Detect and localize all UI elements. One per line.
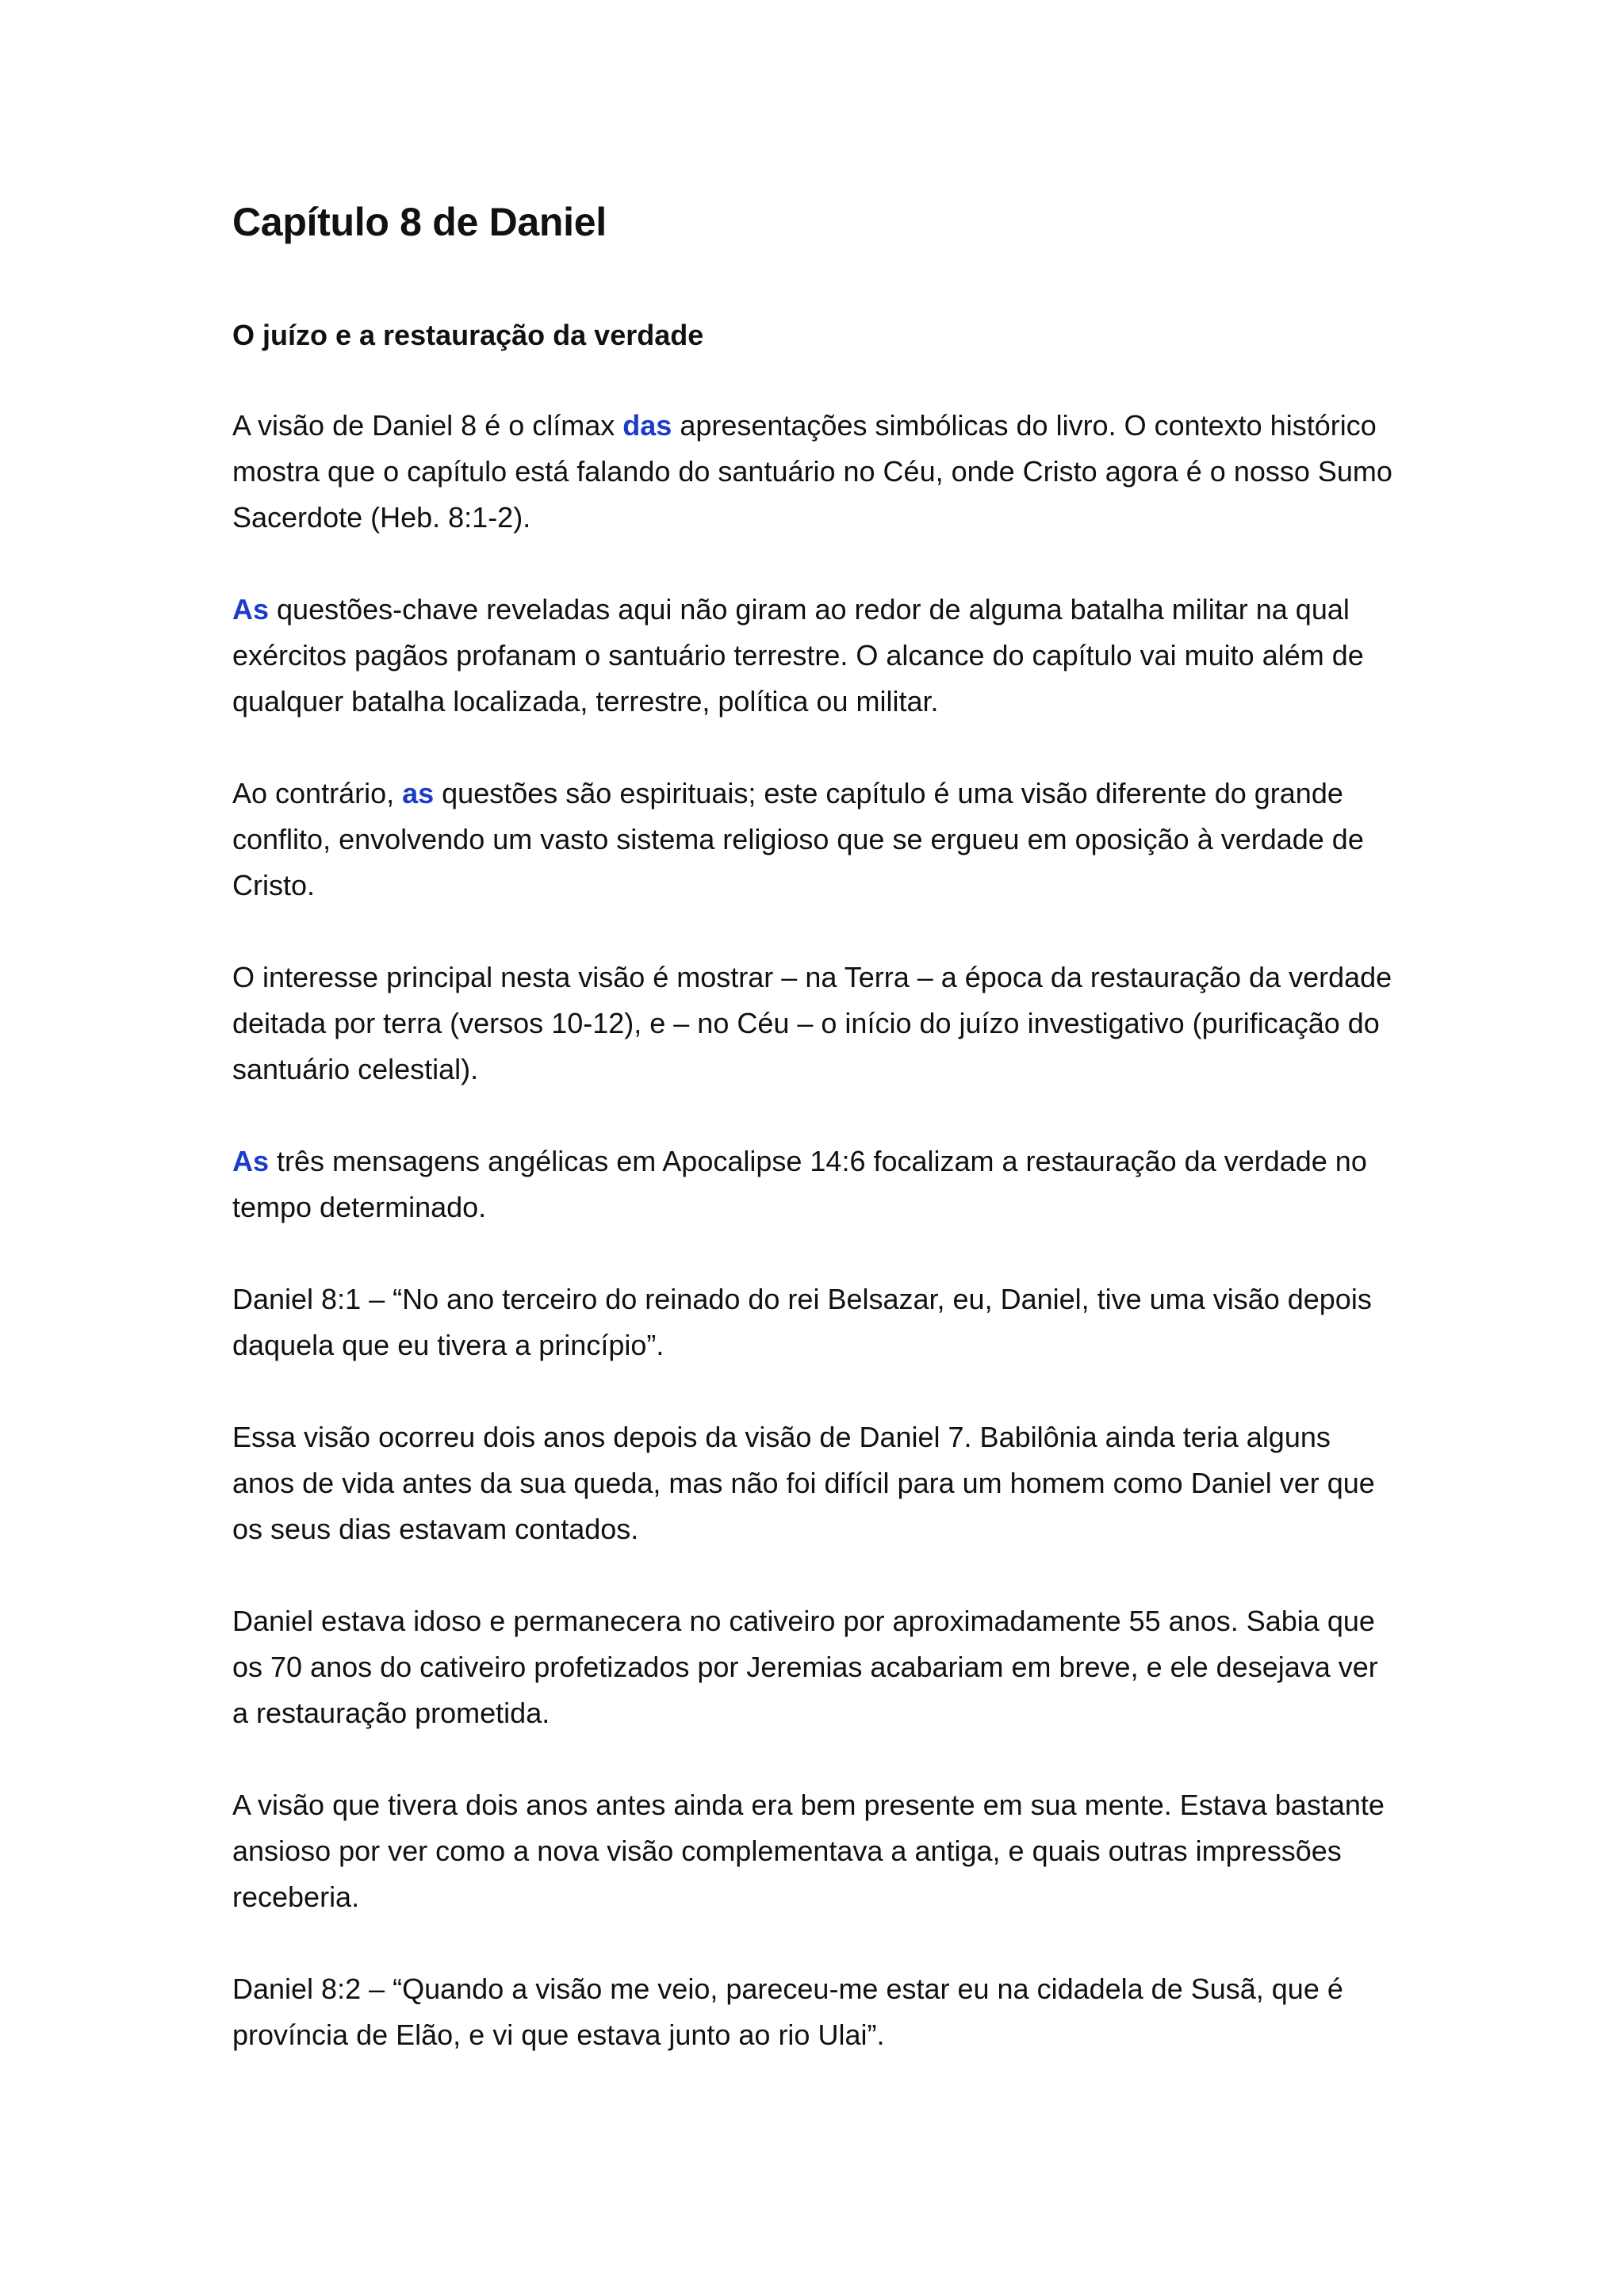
paragraph-text: Daniel 8:1 – “No ano terceiro do reinado do rei Belsazar, eu, Daniel, tive uma visão depois daquela que eu tivera a princípio”. <box>232 1283 1372 1361</box>
paragraph-text: questões-chave reveladas aqui não giram ao redor de alguma batalha militar na qual exércitos pagãos profanam o santuário terrestre. O alcance do capítulo vai muito além de qualquer batalha localizada, terrestre, política ou militar. <box>232 593 1364 718</box>
paragraph <box>232 1598 1398 1736</box>
paragraph <box>232 1966 1398 2058</box>
paragraph-text: Essa visão ocorreu dois anos depois da visão de Daniel 7. Babilônia ainda teria alguns anos de vida antes da sua queda, mas não foi difícil para um homem como Daniel ver que os seus dias estavam contados. <box>232 1421 1375 1545</box>
page-title: Capítulo 8 de Daniel <box>232 200 607 244</box>
paragraph <box>232 587 1398 725</box>
highlighted-word: das <box>622 409 672 442</box>
paragraph <box>232 403 1398 541</box>
section-subtitle: O juízo e a restauração da verdade <box>232 319 704 351</box>
paragraph <box>232 1138 1398 1230</box>
paragraph-text: Ao contrário, <box>232 777 403 809</box>
paragraph <box>232 1414 1398 1552</box>
paragraph-text: Daniel 8:2 – “Quando a visão me veio, pareceu-me estar eu na cidadela de Susã, que é província de Elão, e vi que estava junto ao rio Ulai”. <box>232 1973 1343 2051</box>
paragraph-text: três mensagens angélicas em Apocalipse 14:6 focalizam a restauração da verdade no tempo determinado. <box>232 1145 1367 1223</box>
paragraph-text: A visão que tivera dois anos antes ainda era bem presente em sua mente. Estava bastante ansioso por ver como a nova visão complementava a antiga, e quais outras impressões receberia. <box>232 1789 1385 1913</box>
highlighted-word: As <box>232 1145 270 1177</box>
paragraph-text: O interesse principal nesta visão é mostrar – na Terra – a época da restauração da verdade deitada por terra (versos 10-12), e – no Céu – o início do juízo investigativo (purificação do santuário celestial). <box>232 961 1392 1085</box>
highlighted-word: As <box>232 593 270 626</box>
paragraph <box>232 771 1398 909</box>
document-body <box>232 403 1398 2058</box>
paragraph <box>232 1276 1398 1368</box>
paragraph <box>232 955 1398 1093</box>
paragraph-text: A visão de Daniel 8 é o clímax <box>232 409 623 442</box>
document-page <box>232 190 1398 2058</box>
highlighted-word: as <box>402 777 435 809</box>
paragraph-text: questões são espirituais; este capítulo é uma visão diferente do grande conflito, envolvendo um vasto sistema religioso que se ergueu em oposição à verdade de Cristo. <box>232 777 1364 901</box>
paragraph-text: Daniel estava idoso e permanecera no cativeiro por aproximadamente 55 anos. Sabia que os 70 anos do cativeiro profetizados por Jeremias acabariam em breve, e ele desejava ver a restauração prometida. <box>232 1605 1378 1729</box>
paragraph-text: apresentações simbólicas do livro. O contexto histórico mostra que o capítulo está falando do santuário no Céu, onde Cristo agora é o nosso Sumo Sacerdote (Heb. 8:1-2). <box>232 409 1392 534</box>
paragraph <box>232 1782 1398 1920</box>
